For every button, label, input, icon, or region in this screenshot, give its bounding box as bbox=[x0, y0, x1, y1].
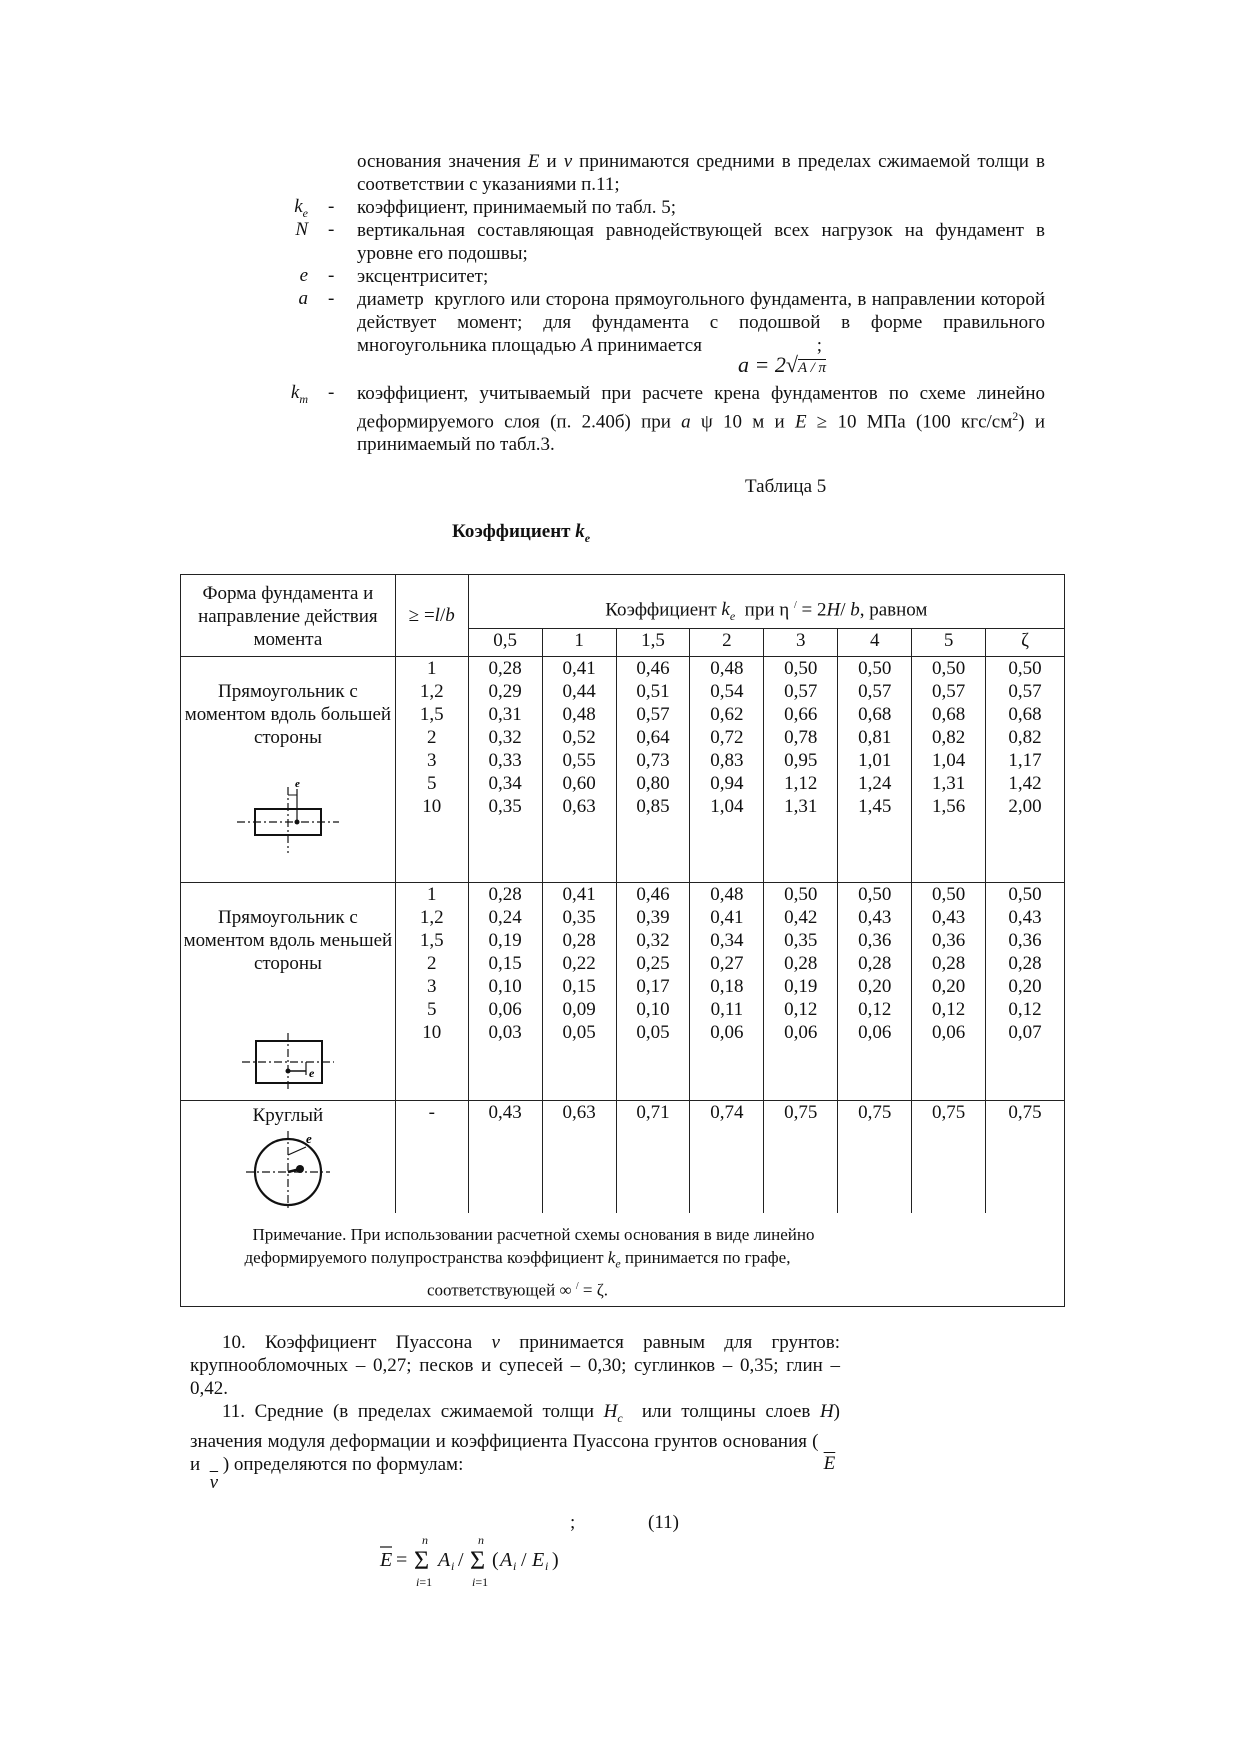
ke-value: 0,10 bbox=[488, 976, 522, 997]
ke-table bbox=[180, 574, 1065, 1307]
dash: - bbox=[328, 382, 335, 403]
ke-value: 0,28 bbox=[488, 884, 522, 905]
paragraph-11: 11. Средние (в пределах сжимаемой толщи $H_c$ или толщины слоев H) значения модуля деформации и коэффициента Пуассона грунтов основания ( $\overline{E}$ и $\overline{\nu}$ ) определяются по формулам: bbox=[190, 1401, 840, 1493]
ke-value: 0,57 bbox=[1008, 681, 1042, 702]
ke-value: 0,35 bbox=[488, 796, 522, 817]
ke-value: 0,46 bbox=[636, 658, 670, 679]
symbol-e: e bbox=[299, 265, 308, 286]
ratio-cell bbox=[395, 883, 468, 1101]
ke-value: 0,55 bbox=[562, 750, 596, 771]
shape-cell bbox=[181, 1101, 396, 1214]
value-cell bbox=[542, 883, 616, 1101]
ratio-cell bbox=[395, 657, 468, 883]
svg-text:Σ: Σ bbox=[414, 1546, 430, 1575]
definition-ke: коэффициент, принимаемый по табл. 5; bbox=[357, 197, 677, 218]
ke-value: 0,50 bbox=[931, 658, 966, 679]
ke-value: 0,83 bbox=[710, 750, 744, 771]
ratio-value: 3 bbox=[427, 750, 437, 771]
value-cell bbox=[616, 883, 690, 1101]
ratio-value: 1,2 bbox=[419, 907, 444, 928]
shape-label: Прямоугольник с моментом вдоль меньшей стороны bbox=[183, 907, 393, 974]
ke-value: 1,31 bbox=[931, 773, 966, 794]
ke-value: 1,24 bbox=[858, 773, 892, 794]
ke-value: 1,42 bbox=[1008, 773, 1042, 794]
ke-value: 0,63 bbox=[562, 796, 596, 817]
ke-value: 0,41 bbox=[562, 658, 596, 679]
ke-value: 0,06 bbox=[488, 999, 522, 1020]
ke-value: 1,04 bbox=[931, 750, 966, 771]
ke-value: 0,03 bbox=[488, 1022, 522, 1043]
eta-value: 1,5 bbox=[616, 629, 690, 657]
svg-text:): ) bbox=[552, 1549, 559, 1571]
value-cell bbox=[912, 883, 986, 1101]
ke-value: 1,31 bbox=[784, 796, 818, 817]
eta-value: 4 bbox=[838, 629, 912, 657]
ke-value: 0,19 bbox=[784, 976, 818, 997]
definition-a: диаметр круглого или сторона прямоугольного фундамента, в направлении которой действует момент; для фундамента с подошвой в форме правильного многоугольника площадью A принимается ; bbox=[357, 289, 1045, 356]
svg-text:n: n bbox=[478, 1533, 484, 1547]
ke-value: 0,20 bbox=[931, 976, 966, 997]
value-cell bbox=[616, 657, 690, 883]
ke-value: 0,09 bbox=[562, 999, 596, 1020]
svg-text:E: E bbox=[380, 1549, 393, 1571]
ke-value: 1,17 bbox=[1008, 750, 1042, 771]
definition-N: вертикальная составляющая равнодействующей всех нагрузок на фундамент в уровне его подошвы; bbox=[357, 220, 1045, 264]
ke-value: 0,27 bbox=[710, 953, 744, 974]
ke-value: 0,82 bbox=[931, 727, 966, 748]
ke-value: 2,00 bbox=[1008, 796, 1042, 817]
ratio-value: 1,2 bbox=[419, 681, 444, 702]
ke-value: 0,50 bbox=[1008, 884, 1042, 905]
value-cell bbox=[838, 883, 912, 1101]
symbol-km: $k_m$ bbox=[290, 382, 308, 406]
symbol-N: N bbox=[295, 219, 308, 240]
ke-value: 0,07 bbox=[1008, 1022, 1042, 1043]
ke-value: 0,68 bbox=[1008, 704, 1042, 725]
circle-figure bbox=[240, 1127, 336, 1213]
ke-value: 0,39 bbox=[636, 907, 670, 928]
ke-value: 0,75 bbox=[1008, 1102, 1042, 1123]
ke-value: 0,18 bbox=[710, 976, 744, 997]
paragraph-10: 10. Коэффициент Пуассона ν принимается равным для грунтов: крупнообломочных – 0,27; песков и супесей – 0,30; суглинков – 0,35; глин – 0,42. bbox=[190, 1332, 840, 1399]
ke-value: 0,06 bbox=[858, 1022, 892, 1043]
ke-value: 0,36 bbox=[931, 930, 966, 951]
ke-value: 0,48 bbox=[562, 704, 596, 725]
ke-value: 0,54 bbox=[710, 681, 744, 702]
value-cell bbox=[468, 883, 542, 1101]
ke-value: 0,20 bbox=[858, 976, 892, 997]
ke-value: 0,64 bbox=[636, 727, 670, 748]
ke-value: 0,82 bbox=[1008, 727, 1042, 748]
ke-value: 0,05 bbox=[562, 1022, 596, 1043]
ke-value: 0,57 bbox=[636, 704, 670, 725]
ke-value: 0,74 bbox=[710, 1102, 744, 1123]
ke-value: 0,50 bbox=[784, 658, 818, 679]
svg-text:=: = bbox=[396, 1549, 408, 1571]
value-cell bbox=[690, 883, 764, 1101]
ke-value: 0,22 bbox=[562, 953, 596, 974]
formula-11-number: (11) bbox=[648, 1512, 679, 1533]
ke-value: 0,35 bbox=[562, 907, 596, 928]
ke-value: 0,81 bbox=[858, 727, 892, 748]
svg-text:i: i bbox=[545, 1559, 549, 1573]
ke-value: 0,48 bbox=[710, 658, 744, 679]
value-cell bbox=[468, 657, 542, 883]
ke-value: 0,57 bbox=[931, 681, 966, 702]
ratio-value: 1 bbox=[427, 884, 437, 905]
ke-value: 0,62 bbox=[710, 704, 744, 725]
ke-value: 0,32 bbox=[636, 930, 670, 951]
figure-e-label: e bbox=[308, 1066, 315, 1080]
ke-value: 0,43 bbox=[488, 1102, 522, 1123]
value-cell bbox=[616, 1101, 690, 1214]
ke-value: 0,34 bbox=[488, 773, 522, 794]
ke-value: 0,12 bbox=[858, 999, 892, 1020]
svg-text:/: / bbox=[521, 1549, 527, 1571]
ke-value: 0,12 bbox=[784, 999, 818, 1020]
value-cell bbox=[764, 883, 838, 1101]
value-cell bbox=[764, 1101, 838, 1214]
ratio-value: - bbox=[428, 1102, 435, 1123]
ke-value: 0,72 bbox=[710, 727, 744, 748]
svg-text:(: ( bbox=[492, 1549, 499, 1571]
ratio-value: 10 bbox=[422, 796, 442, 817]
ke-value: 0,06 bbox=[784, 1022, 818, 1043]
header-shape: Форма фундамента и направление действия момента bbox=[181, 575, 396, 657]
ke-value: 0,50 bbox=[858, 658, 892, 679]
ke-value: 0,20 bbox=[1008, 976, 1042, 997]
ke-value: 0,43 bbox=[1008, 907, 1042, 928]
header-group: Коэффициент $k_e$ при η / = 2H/ b, равном bbox=[468, 575, 1064, 629]
ke-value: 0,06 bbox=[710, 1022, 744, 1043]
ratio-value: 3 bbox=[427, 976, 437, 997]
figure-e-label: e bbox=[305, 1131, 312, 1146]
value-cell bbox=[986, 883, 1065, 1101]
ke-value: 0,50 bbox=[784, 884, 818, 905]
dash: - bbox=[328, 265, 335, 286]
ke-value: 0,11 bbox=[710, 999, 744, 1020]
ke-value: 0,12 bbox=[1008, 999, 1042, 1020]
shape-label: Прямоугольник с моментом вдоль большей стороны bbox=[184, 681, 392, 748]
svg-text:A: A bbox=[500, 1549, 513, 1571]
ke-value: 0,15 bbox=[488, 953, 522, 974]
ke-value: 0,75 bbox=[858, 1102, 892, 1123]
value-cell bbox=[912, 1101, 986, 1214]
ke-value: 0,78 bbox=[784, 727, 818, 748]
eta-value: 0,5 bbox=[468, 629, 542, 657]
ratio-value: 2 bbox=[427, 953, 437, 974]
eta-value: 5 bbox=[912, 629, 986, 657]
ke-value: 0,33 bbox=[488, 750, 522, 771]
ke-value: 0,50 bbox=[858, 884, 892, 905]
ratio-value: 5 bbox=[427, 773, 437, 794]
symbol-a: a bbox=[298, 288, 308, 309]
value-cell bbox=[690, 657, 764, 883]
ke-value: 1,12 bbox=[784, 773, 818, 794]
rect-short-moment-figure bbox=[238, 1031, 338, 1093]
ke-value: 0,73 bbox=[636, 750, 670, 771]
ke-value: 0,48 bbox=[710, 884, 744, 905]
ke-value: 0,50 bbox=[931, 884, 966, 905]
value-cell bbox=[986, 1101, 1065, 1214]
ke-value: 0,43 bbox=[931, 907, 966, 928]
ke-value: 0,51 bbox=[636, 681, 670, 702]
ke-value: 0,12 bbox=[931, 999, 966, 1020]
ke-value: 0,25 bbox=[636, 953, 670, 974]
ke-value: 0,46 bbox=[636, 884, 670, 905]
ke-value: 0,17 bbox=[636, 976, 670, 997]
ke-value: 0,31 bbox=[488, 704, 522, 725]
eta-value: ζ bbox=[986, 629, 1065, 657]
ke-value: 0,80 bbox=[636, 773, 670, 794]
ke-value: 0,29 bbox=[488, 681, 522, 702]
ke-value: 0,57 bbox=[784, 681, 818, 702]
ke-value: 0,41 bbox=[710, 907, 744, 928]
definition-intro: основания значения E и ν принимаются средними в пределах сжимаемой толщи в соответствии с указаниями п.11; bbox=[357, 151, 1045, 195]
svg-text:i: i bbox=[451, 1559, 455, 1573]
ke-value: 0,41 bbox=[562, 884, 596, 905]
dash: - bbox=[328, 219, 335, 240]
ke-value: 0,28 bbox=[784, 953, 818, 974]
svg-text:i=1: i=1 bbox=[416, 1575, 433, 1589]
ke-value: 0,32 bbox=[488, 727, 522, 748]
value-cell bbox=[912, 657, 986, 883]
ke-value: 0,34 bbox=[710, 930, 744, 951]
ke-value: 0,28 bbox=[858, 953, 892, 974]
shape-cell bbox=[181, 657, 396, 883]
ke-value: 0,68 bbox=[931, 704, 966, 725]
eta-value: 3 bbox=[764, 629, 838, 657]
symbol-ke: $k_e$ bbox=[294, 196, 308, 220]
dash: - bbox=[328, 288, 335, 309]
ke-value: 0,60 bbox=[562, 773, 596, 794]
dash: - bbox=[328, 196, 335, 217]
svg-text:i=1: i=1 bbox=[472, 1575, 489, 1589]
ratio-value: 5 bbox=[427, 999, 437, 1020]
ke-value: 1,04 bbox=[710, 796, 744, 817]
value-cell bbox=[542, 657, 616, 883]
ratio-value: 1,5 bbox=[419, 704, 444, 725]
ke-value: 0,85 bbox=[636, 796, 670, 817]
ke-value: 0,71 bbox=[636, 1102, 670, 1123]
svg-text:n: n bbox=[422, 1533, 428, 1547]
shape-label: Круглый bbox=[252, 1105, 324, 1126]
ke-value: 0,63 bbox=[562, 1102, 596, 1123]
ke-value: 0,36 bbox=[1008, 930, 1042, 951]
ke-value: 0,10 bbox=[636, 999, 670, 1020]
ke-value: 0,28 bbox=[931, 953, 966, 974]
definition-e: эксцентриситет; bbox=[357, 266, 489, 287]
table-title: Коэффициент $k_e$ bbox=[452, 521, 591, 545]
ke-value: 0,28 bbox=[1008, 953, 1042, 974]
svg-text:E: E bbox=[532, 1549, 545, 1571]
svg-text:Σ: Σ bbox=[470, 1546, 486, 1575]
ke-value: 0,50 bbox=[1008, 658, 1042, 679]
figure-e-label: e bbox=[294, 778, 300, 790]
ke-value: 0,42 bbox=[784, 907, 818, 928]
ke-value: 0,68 bbox=[858, 704, 892, 725]
ratio-value: 2 bbox=[427, 727, 437, 748]
value-cell bbox=[468, 1101, 542, 1214]
eta-value: 2 bbox=[690, 629, 764, 657]
formula-11 bbox=[378, 1530, 578, 1592]
ke-value: 0,05 bbox=[636, 1022, 670, 1043]
ke-value: 0,19 bbox=[488, 930, 522, 951]
value-cell bbox=[690, 1101, 764, 1214]
ke-value: 0,95 bbox=[784, 750, 818, 771]
ke-value: 0,57 bbox=[858, 681, 892, 702]
svg-text:A: A bbox=[438, 1549, 451, 1571]
table-note: Примечание. При использовании расчетной схемы основания в виде линейно деформируемого полупространства коэффициент $k_e$ принимается по графе, соответствующей ∞ / = ζ. bbox=[181, 1213, 1065, 1307]
value-cell bbox=[838, 657, 912, 883]
ke-value: 0,24 bbox=[488, 907, 522, 928]
formula-a: a = 2√A / π bbox=[738, 352, 827, 377]
header-ratio: ≥ =l/b bbox=[395, 575, 468, 657]
svg-text:/: / bbox=[458, 1549, 464, 1571]
ke-value: 0,66 bbox=[784, 704, 818, 725]
table-label: Таблица 5 bbox=[745, 476, 827, 497]
ke-value: 0,52 bbox=[562, 727, 596, 748]
rect-long-moment-figure bbox=[233, 775, 343, 857]
ke-value: 0,75 bbox=[931, 1102, 966, 1123]
ke-value: 0,06 bbox=[931, 1022, 966, 1043]
definition-km: коэффициент, учитываемый при расчете крена фундаментов по схеме линейно деформируемого слоя (п. 2.40б) при a ψ 10 м и E ≥ 10 МПа (100 кгс/$см^2$) и принимаемый по табл.3. bbox=[357, 383, 1045, 456]
ratio-value: 1,5 bbox=[419, 930, 444, 951]
ke-value: 0,28 bbox=[562, 930, 596, 951]
ratio-value: 10 bbox=[422, 1022, 442, 1043]
eta-value: 1 bbox=[542, 629, 616, 657]
value-cell bbox=[986, 657, 1065, 883]
formula-11-separator: ; bbox=[570, 1512, 576, 1533]
svg-text:i: i bbox=[513, 1559, 517, 1573]
shape-cell bbox=[181, 883, 396, 1101]
value-cell bbox=[764, 657, 838, 883]
ke-value: 0,28 bbox=[488, 658, 522, 679]
ke-value: 0,43 bbox=[858, 907, 892, 928]
ke-value: 1,45 bbox=[858, 796, 892, 817]
ratio-value: 1 bbox=[427, 658, 437, 679]
ke-value: 0,35 bbox=[784, 930, 818, 951]
ratio-cell bbox=[395, 1101, 468, 1214]
ke-value: 0,36 bbox=[858, 930, 892, 951]
ke-value: 1,01 bbox=[858, 750, 892, 771]
ke-value: 1,56 bbox=[931, 796, 966, 817]
value-cell bbox=[542, 1101, 616, 1214]
ke-value: 0,75 bbox=[784, 1102, 818, 1123]
value-cell bbox=[838, 1101, 912, 1214]
ke-value: 0,44 bbox=[562, 681, 596, 702]
ke-value: 0,94 bbox=[710, 773, 744, 794]
ke-value: 0,15 bbox=[562, 976, 596, 997]
